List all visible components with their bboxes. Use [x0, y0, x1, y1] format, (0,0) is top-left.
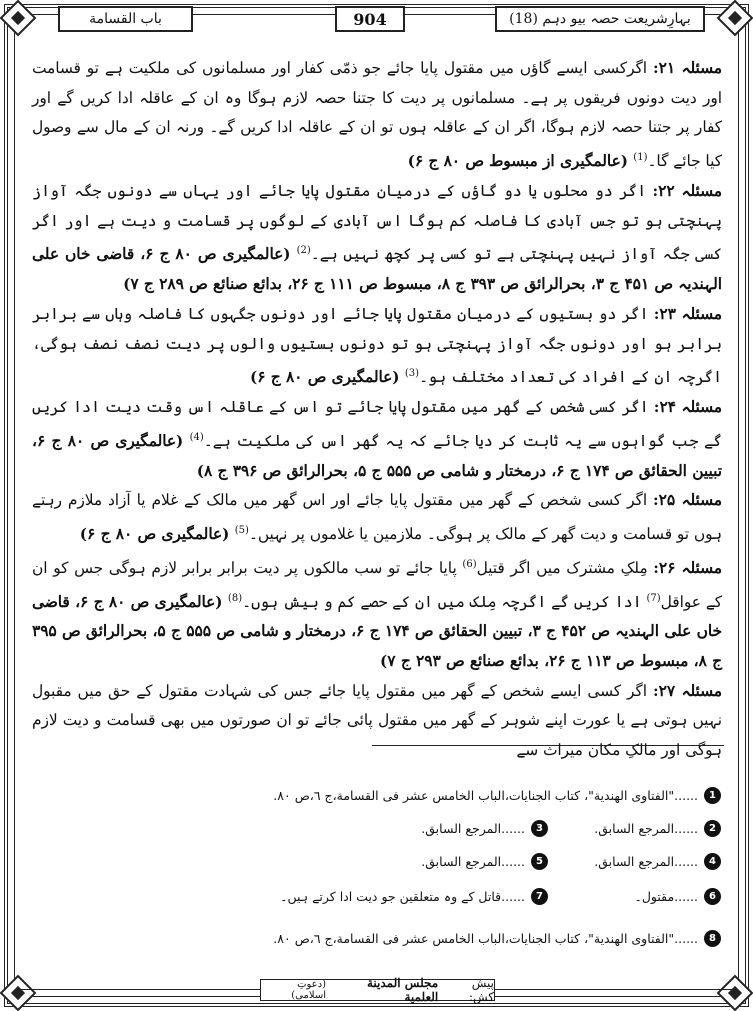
- publisher-subtitle: (دعوتِ اسلامی): [291, 979, 326, 1001]
- footnote-marker: (4): [189, 431, 204, 443]
- masala-label: مسئلہ ۲۴:: [653, 398, 723, 417]
- masala-27: [32, 677, 722, 766]
- footnote-number: 3: [531, 820, 548, 837]
- footnote-marker: (1): [633, 152, 648, 164]
- masala-label: مسئلہ ۲۶:: [653, 558, 723, 577]
- footnote-number: 8: [704, 930, 721, 947]
- reference: (عالمگیری ص ۸۰ ج ۶، قاضی خاں علی الہندیہ ص ۴۵۲ ج ۳، تبیین الحقائق ص ۱۷۴ ج ۶، درمختار و شامی ص ۵۵۵ ج ۵، بحرالرائق ص ۳۹۵ ج ۸، مبسوط ص ۱۱۳ ج ۲۶، بدائع صنائع ص ۲۹۳ ج ۷): [32, 592, 722, 671]
- footnote-marker: (5): [234, 524, 249, 536]
- chapter-title: باب القسامة: [58, 6, 193, 32]
- book-title: بہارِشریعت حصہ بیو دہم (18): [495, 6, 705, 32]
- masala-text: اگر دو محلوں یا دو گاؤں کے درمیان مقتول پایا جائے اور یہاں سے دونوں جگہ آواز پہنچتی ہو تو جس آبادی کا فاصلہ کم ہوگا اس آبادی کے لوگوں پر قسامت و دیت ہے اور اگر کسی جگہ آواز نہیں پہنچتی ہے تو کسی پر کچھ نہیں ہے۔: [32, 181, 722, 264]
- reference: (عالمگیری ص ۸۰ ج ۶): [79, 525, 235, 544]
- masala-text: ادا کریں گے اگرچہ مِلک میں ان کے حصے کم و بیش ہوں۔: [242, 592, 647, 611]
- footnote-number: 4: [704, 853, 721, 870]
- masala-label: مسئلہ ۲۳:: [653, 304, 722, 323]
- masala-label: مسئلہ ۲۵:: [653, 491, 722, 510]
- masala-23: [32, 300, 722, 393]
- footnote-text: ......المرجع السابق.: [421, 854, 525, 869]
- footnote-number: 7: [531, 888, 548, 905]
- footnote-2: [594, 820, 721, 837]
- masala-21: [32, 54, 722, 177]
- masala-label: مسئلہ ۲۱:: [653, 59, 722, 77]
- footnote-marker: (8): [227, 592, 243, 604]
- masala-26: [32, 550, 722, 677]
- presenter-label: پیش کش:: [468, 976, 494, 1004]
- reference: (عالمگیری ص ۸۰ ج ۶): [249, 368, 405, 387]
- footnote-4: [594, 853, 721, 870]
- masala-text: اگرکسی ایسے گاؤں میں مقتول پایا جائے جو ذمّی کفار اور مسلمانوں کی ملکیت ہے تو قسامت اور دیت دونوں فریقوں پر ہے۔ مسلمانوں پر دیت کا جتنا حصہ لازم ہوگا وہ ان کے عاقلہ ادا کریں گے اور کفار پر جتنا حصہ لازم ہوگا، اگر ان کے عاقلہ ہوں تو ان کے عاقلہ ادا کریں گے۔ ورنہ ان کے مال سے وصول کیا جائے گا۔: [32, 59, 722, 171]
- footnote-number: 5: [531, 853, 548, 870]
- reference: (عالمگیری ص ۸۰ ج ۶، تبیین الحقائق ص ۱۷۴ ج ۶، درمختار و شامی ص ۵۵۵ ج ۵، بحرالرائق ص ۳۹۶ ج ۸): [32, 431, 722, 480]
- main-text: [32, 54, 722, 766]
- masala-24: [32, 393, 722, 486]
- footnote-number: 1: [704, 787, 721, 804]
- footnote-3: [421, 820, 548, 837]
- reference: (عالمگیری از مبسوط ص ۸۰ ج ۶): [407, 152, 634, 171]
- footnote-1: [273, 787, 721, 804]
- footer-line: [493, 989, 735, 990]
- footnote-marker: (6): [462, 558, 477, 570]
- page-header: [18, 6, 735, 34]
- masala-25: [32, 486, 722, 550]
- footnote-marker: (7): [646, 592, 661, 604]
- page-number: 904: [335, 6, 405, 32]
- publisher-name: مجلس المدینة العلمیة: [366, 976, 439, 1004]
- masala-text: پایا جائے تو سب مالکوں پر دیت برابر برابر لازم ہوگی جس کو ان کے عواقل: [32, 558, 722, 611]
- footnote-marker: (3): [404, 368, 420, 380]
- page-footer: [0, 976, 753, 1004]
- footnote-text: ......المرجع السابق.: [594, 821, 698, 836]
- footer-line: [18, 989, 260, 990]
- footnote-divider: [372, 745, 724, 746]
- publisher-band: [260, 976, 495, 1004]
- masala-label: مسئلہ ۲۲:: [652, 181, 722, 200]
- masala-text: اگر کسی شخص کے گھر میں مقتول پایا جائے اور اس گھر میں مالک کے غلام یا آزاد ملازم رہتے ہوں تو قسامت و دیت گھر کے مالک پر ہوگی۔ ملازمین یا غلاموں پر نہیں۔: [32, 491, 722, 544]
- footnote-number: 2: [704, 820, 721, 837]
- footnote-text: ......قاتل کے وہ متعلقین جو دیت ادا کرتے ہیں۔: [280, 889, 525, 904]
- footnote-5: [421, 853, 548, 870]
- masala-text: اگر کسی ایسے شخص کے گھر میں مقتول پایا جائے جس کی شہادت مقتول کے حق میں مقبول نہیں ہوتی ہے یا عورت اپنے شوہر کے گھر میں مقتول پائی جائے تو ان صورتوں میں بھی قسامت و دیت لازم ہوگی اور مالکِ مکان میراث سے: [32, 681, 722, 760]
- masala-label: مسئلہ ۲۷:: [652, 681, 723, 700]
- masala-text: اگر کسی شخص کے گھر میں مقتول پایا جائے تو اس کے عاقلہ اس وقت دیت ادا کریں گے جب گواہوں سے یہ ثابت کر دیا جائے کہ یہ گھر اس کی ملکیت ہے۔: [32, 398, 722, 450]
- masala-text: مِلکِ مشترک میں اگر قتیل: [476, 558, 654, 577]
- footnote-text: ......"الفتاوی الهندية"، کتاب الجنايات،الباب الخامس عشر فی القسامة،ج ٦،ص ٨٠.: [273, 788, 698, 803]
- footnote-7: [280, 888, 548, 905]
- footnote-6: [635, 888, 722, 905]
- masala-22: [32, 177, 722, 300]
- footnote-marker: (2): [296, 245, 311, 257]
- footnote-text: ......المرجع السابق.: [594, 854, 698, 869]
- footnote-number: 6: [704, 888, 721, 905]
- masala-text: اگر دو بستیوں کے درمیان مقتول پایا جائے اور دونوں جگہوں کا فاصلہ وہاں سے برابر برابر ہو اور دونوں جگہ آواز پہنچتی ہو تو دونوں بستیوں والوں پر دیت نصف نصف ہوگی، اگرچہ ان کے افراد کی تعداد مختلف ہو۔: [32, 304, 722, 387]
- footnote-text: ......المرجع السابق.: [421, 821, 525, 836]
- footnote-8: [273, 930, 721, 947]
- footnote-text: ......"الفتاوی الهندية"، کتاب الجنايات،الباب الخامس عشر فی القسامة،ج ٦،ص ٨٠.: [273, 931, 698, 946]
- footnote-text: ......مقتول۔: [634, 889, 698, 904]
- reference: (عالمگیری ص ۸۰ ج ۶، قاضی خاں علی الہندیہ ص ۴۵۱ ج ۳، بحرالرائق ص ۳۹۳ ج ۸، مبسوط ص ۱۱۱ ج ۲۶، بدائع صنائع ص ۲۸۹ ج ۷): [32, 245, 722, 294]
